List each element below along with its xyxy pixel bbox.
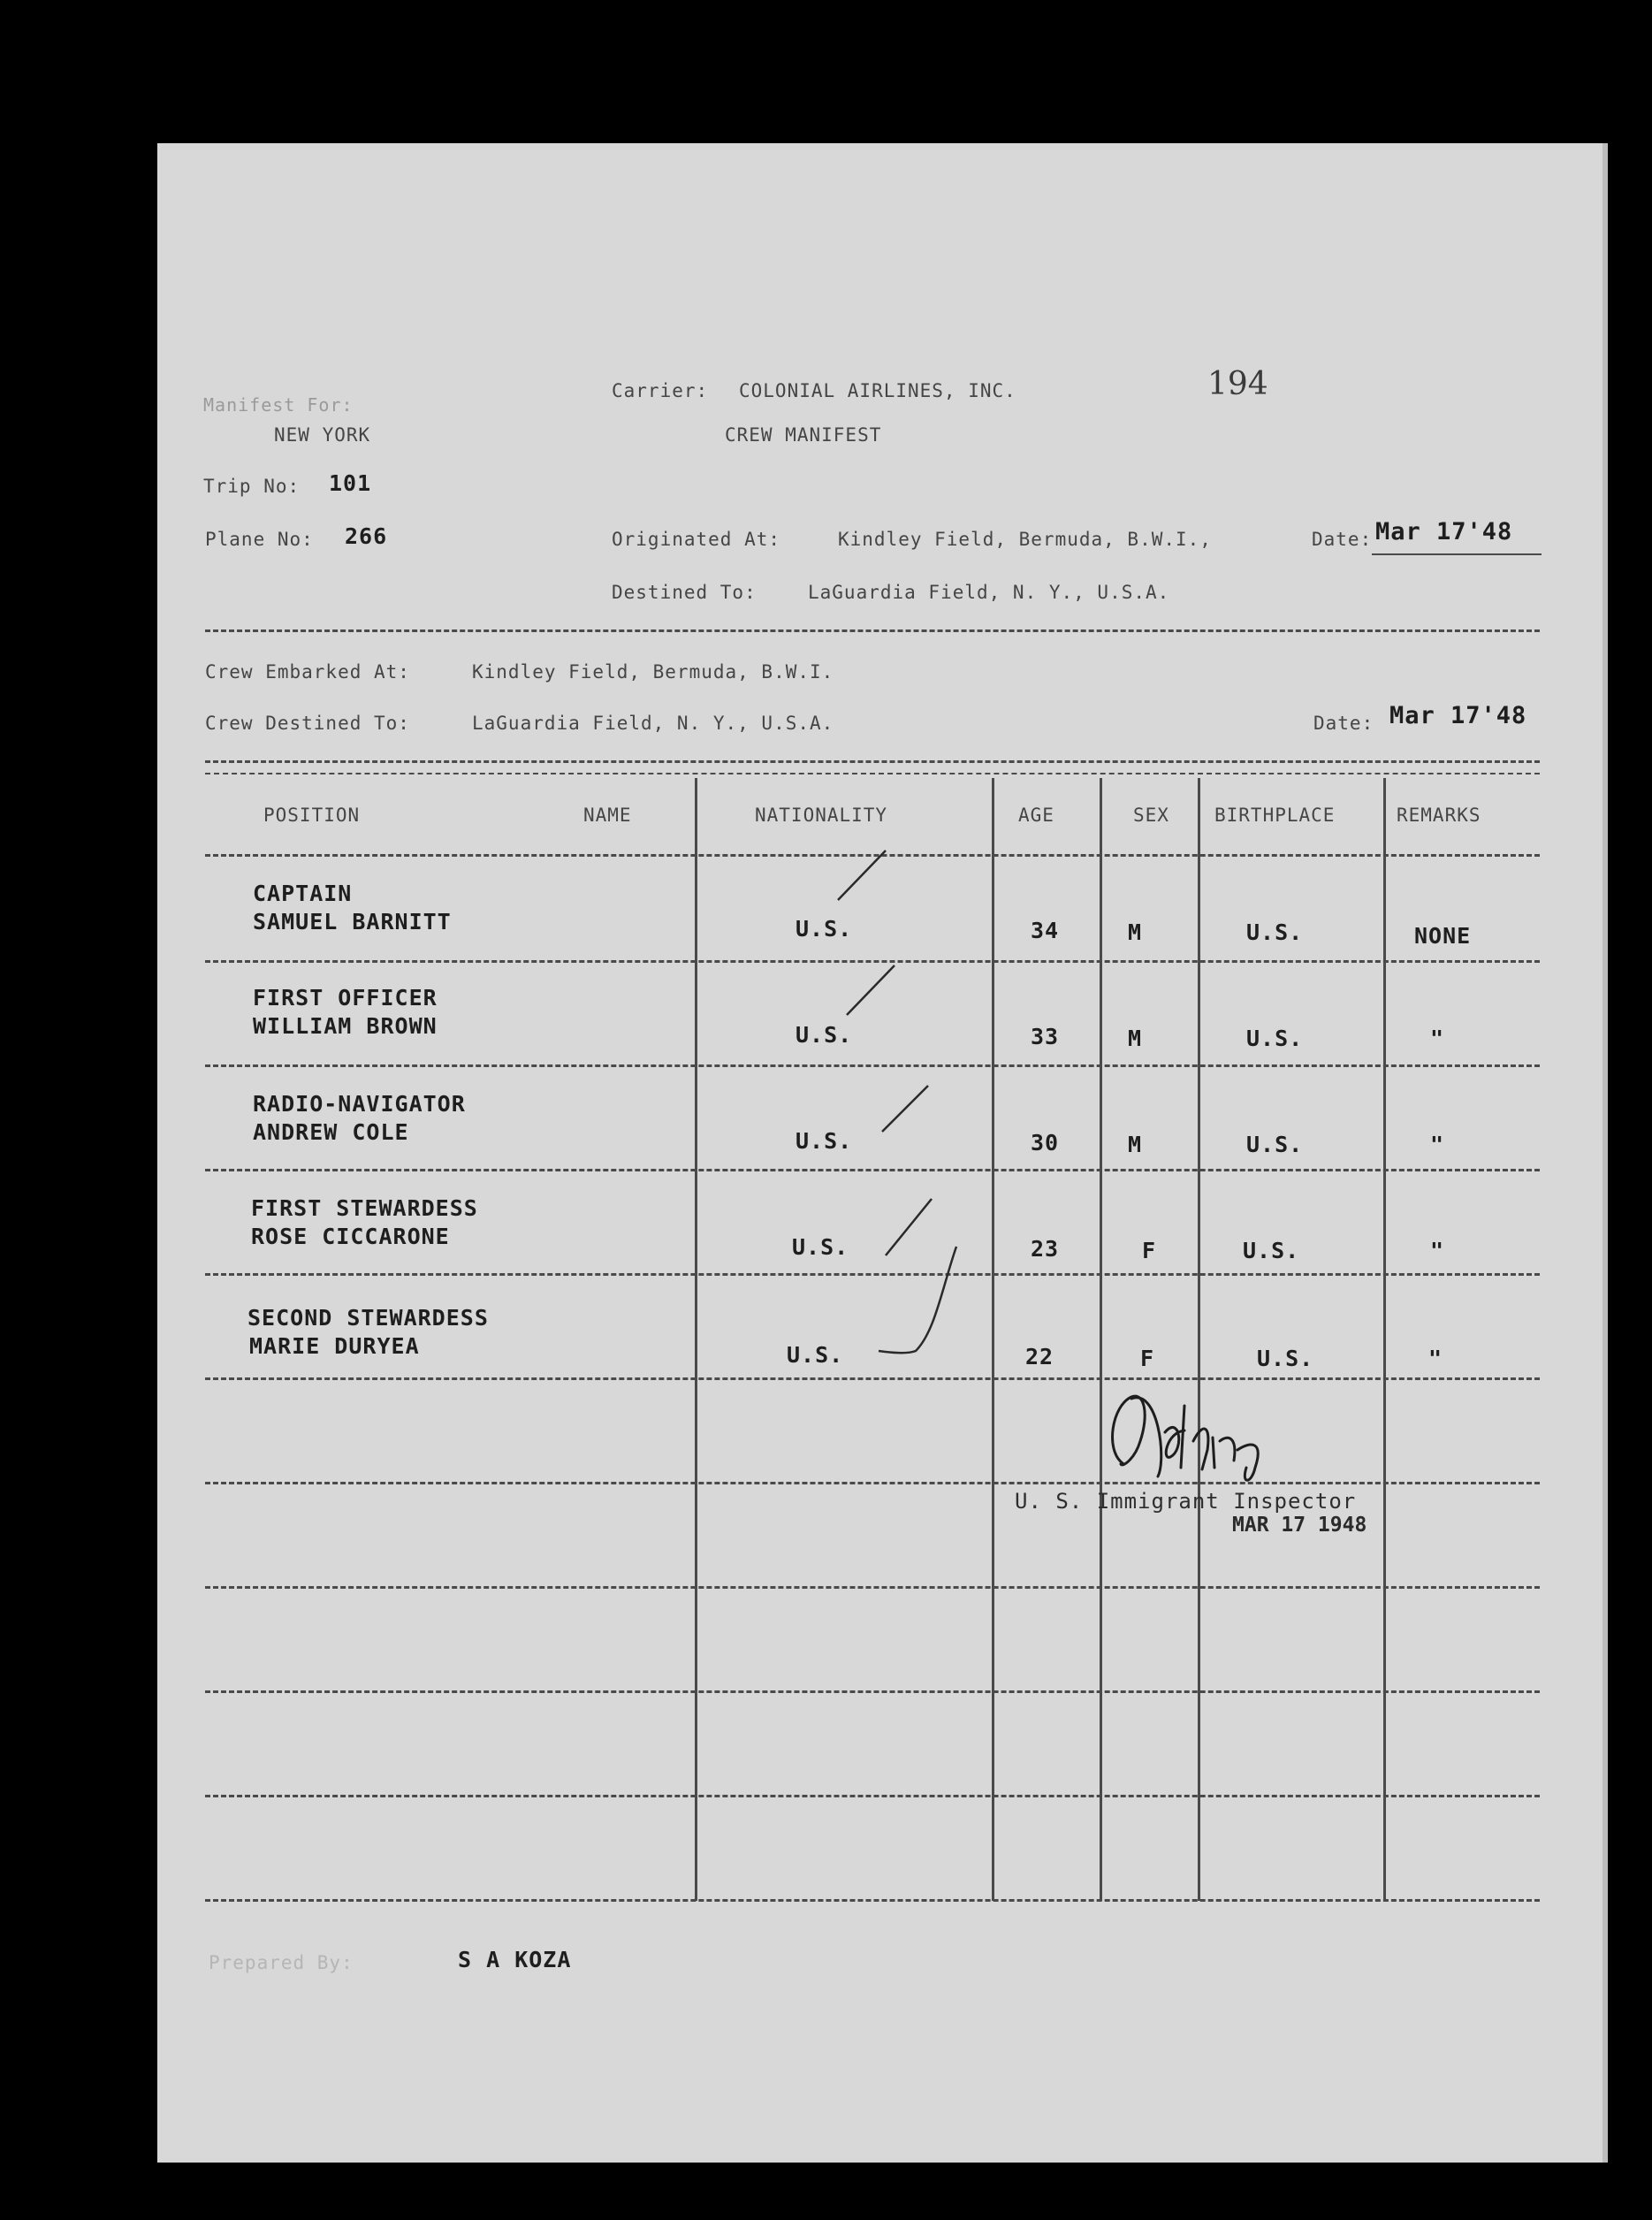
row-line-6 xyxy=(205,1482,1540,1484)
row-position: FIRST STEWARDESS xyxy=(251,1195,478,1221)
sheet-edge xyxy=(1603,143,1608,2163)
header-name: NAME xyxy=(583,805,632,826)
check-mark-icon xyxy=(872,1243,960,1358)
row-position: SECOND STEWARDESS xyxy=(247,1305,489,1331)
header-sex: SEX xyxy=(1133,805,1169,826)
col-line-2 xyxy=(992,778,994,1901)
plane-value: 266 xyxy=(345,523,388,549)
row-remarks: " xyxy=(1430,1026,1445,1051)
check-mark-icon xyxy=(840,960,902,1022)
trip-value: 101 xyxy=(329,470,372,496)
inspector-stamp-date: MAR 17 1948 xyxy=(1232,1514,1367,1537)
row-line-5 xyxy=(205,1377,1540,1380)
row-age: 33 xyxy=(1031,1024,1060,1049)
row-line-8 xyxy=(205,1690,1540,1693)
page-number: 194 xyxy=(1207,366,1268,402)
row-age: 22 xyxy=(1025,1344,1054,1369)
header-remarks: REMARKS xyxy=(1397,805,1481,826)
row-line-9 xyxy=(205,1795,1540,1797)
row-birthplace: U.S. xyxy=(1246,919,1304,945)
trip-label: Trip No: xyxy=(203,476,301,497)
row-birthplace: U.S. xyxy=(1246,1132,1304,1157)
divider-table-top xyxy=(205,760,1540,763)
row-nationality: U.S. xyxy=(796,1022,853,1048)
manifest-for-value: NEW YORK xyxy=(274,424,371,446)
row-name: ROSE CICCARONE xyxy=(251,1224,450,1249)
row-birthplace: U.S. xyxy=(1246,1026,1304,1051)
row-birthplace: U.S. xyxy=(1257,1346,1314,1371)
crew-embarked-value: Kindley Field, Bermuda, B.W.I. xyxy=(472,661,834,683)
row-position: CAPTAIN xyxy=(253,881,353,906)
inspector-title: U. S. Immigrant Inspector xyxy=(1015,1489,1357,1514)
carrier-label: Carrier: xyxy=(612,380,709,401)
row-name: MARIE DURYEA xyxy=(249,1333,420,1359)
row-position: RADIO-NAVIGATOR xyxy=(253,1091,466,1117)
row-remarks: NONE xyxy=(1414,923,1472,949)
crew-embarked-label: Crew Embarked At: xyxy=(205,661,410,683)
crew-destined-label: Crew Destined To: xyxy=(205,713,410,734)
check-mark-icon xyxy=(831,845,893,907)
date-value: Mar 17'48 xyxy=(1375,518,1513,545)
col-line-3 xyxy=(1100,778,1102,1901)
destined-label: Destined To: xyxy=(612,582,757,603)
row-sex: F xyxy=(1142,1238,1157,1263)
row-sex: M xyxy=(1128,1132,1143,1157)
header-birthplace: BIRTHPLACE xyxy=(1214,805,1336,826)
prepared-value: S A KOZA xyxy=(458,1947,572,1972)
date-underline xyxy=(1372,553,1542,555)
col-line-5 xyxy=(1383,778,1386,1901)
row-line-2 xyxy=(205,1064,1540,1067)
row-line-7 xyxy=(205,1586,1540,1589)
row-nationality: U.S. xyxy=(796,1128,853,1154)
prepared-label: Prepared By: xyxy=(209,1952,354,1973)
check-mark-icon xyxy=(875,1082,937,1135)
date-label: Date: xyxy=(1312,529,1373,550)
row-line-3 xyxy=(205,1169,1540,1171)
row-line-10 xyxy=(205,1899,1540,1902)
row-birthplace: U.S. xyxy=(1243,1238,1300,1263)
row-remarks: " xyxy=(1430,1132,1445,1157)
col-line-1 xyxy=(695,778,697,1901)
plane-label: Plane No: xyxy=(205,529,314,550)
row-remarks: " xyxy=(1428,1346,1443,1371)
inspector-signature xyxy=(1096,1379,1308,1494)
row-name: WILLIAM BROWN xyxy=(253,1013,438,1039)
row-sex: M xyxy=(1128,1026,1143,1051)
row-nationality: U.S. xyxy=(796,916,853,942)
col-line-4 xyxy=(1198,778,1200,1901)
row-sex: M xyxy=(1128,919,1143,945)
row-name: ANDREW COLE xyxy=(253,1119,409,1145)
destined-value: LaGuardia Field, N. Y., U.S.A. xyxy=(808,582,1170,603)
row-remarks: " xyxy=(1430,1238,1445,1263)
divider-top xyxy=(205,629,1540,632)
header-nationality: NATIONALITY xyxy=(755,805,888,826)
row-nationality: U.S. xyxy=(792,1234,849,1260)
row-age: 23 xyxy=(1031,1236,1060,1262)
carrier-value: COLONIAL AIRLINES, INC. xyxy=(739,380,1016,401)
row-name: SAMUEL BARNITT xyxy=(253,909,452,935)
row-position: FIRST OFFICER xyxy=(253,985,438,1011)
row-sex: F xyxy=(1140,1346,1155,1371)
crew-date-value: Mar 17'48 xyxy=(1389,702,1527,729)
row-nationality: U.S. xyxy=(787,1342,844,1368)
originated-value: Kindley Field, Bermuda, B.W.I., xyxy=(838,529,1212,550)
manifest-title: CREW MANIFEST xyxy=(725,424,882,446)
header-position: POSITION xyxy=(263,805,361,826)
row-age: 30 xyxy=(1031,1130,1060,1156)
manifest-for-label: Manifest For: xyxy=(203,394,354,416)
crew-date-label: Date: xyxy=(1313,713,1374,734)
crew-destined-value: LaGuardia Field, N. Y., U.S.A. xyxy=(472,713,834,734)
header-age: AGE xyxy=(1018,805,1054,826)
row-age: 34 xyxy=(1031,918,1060,943)
originated-label: Originated At: xyxy=(612,529,781,550)
divider-table-top-2 xyxy=(205,773,1540,774)
